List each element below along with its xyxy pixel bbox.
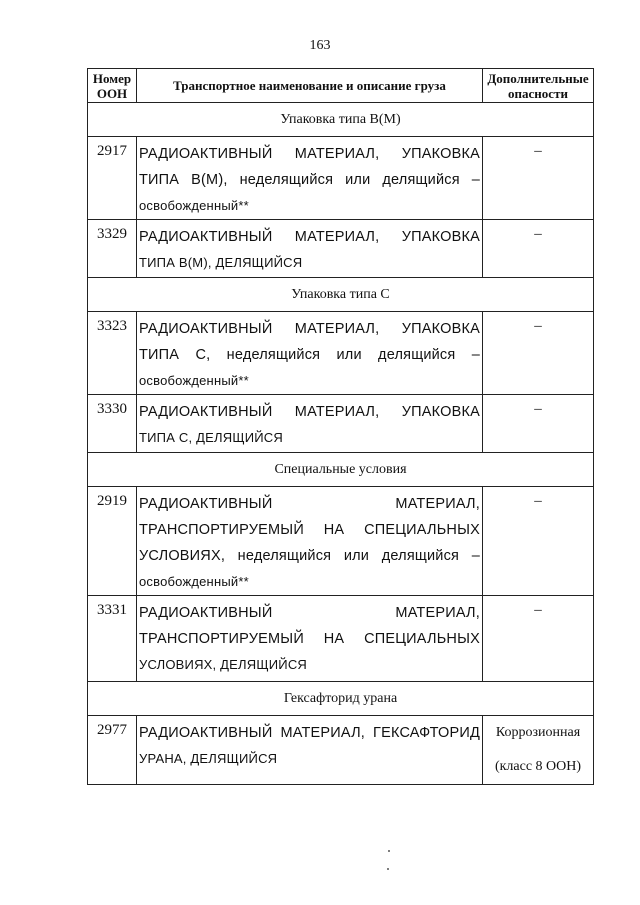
description-line: РАДИОАКТИВНЫЙ МАТЕРИАЛ,: [139, 605, 480, 621]
cargo-description: [137, 312, 483, 395]
header-un-number: Номер ООН: [88, 69, 137, 103]
un-number: 2917: [88, 137, 137, 220]
header-description: Транспортное наименование и описание груза: [137, 69, 483, 103]
section-row: [88, 278, 594, 312]
description-line: РАДИОАКТИВНЫЙ МАТЕРИАЛ, УПАКОВКА: [139, 146, 480, 162]
hazard-line: Коррозионная: [495, 725, 581, 740]
description-line: ТИПА C, ДЕЛЯЩИЙСЯ: [139, 430, 283, 445]
section-title: Специальные условия: [88, 453, 594, 487]
un-number: 3331: [88, 596, 137, 682]
table-row: [88, 312, 594, 395]
description-line: ТИПА C, неделящийся или делящийся –: [139, 347, 480, 363]
table-row: [88, 596, 594, 682]
description-line: освобожденный**: [139, 373, 249, 388]
additional-hazard: –: [483, 395, 594, 453]
description-line: РАДИОАКТИВНЫЙ МАТЕРИАЛ, УПАКОВКА: [139, 404, 480, 420]
description-line: УСЛОВИЯХ, неделящийся или делящийся –: [139, 548, 480, 564]
cargo-description: [137, 137, 483, 220]
section-title: Упаковка типа B(M): [88, 103, 594, 137]
table-header-row: [88, 69, 594, 103]
additional-hazard: –: [483, 596, 594, 682]
description-line: УСЛОВИЯХ, ДЕЛЯЩИЙСЯ: [139, 657, 308, 672]
description-line: УРАНА, ДЕЛЯЩИЙСЯ: [139, 751, 278, 766]
description-line: ТИПА B(M), ДЕЛЯЩИЙСЯ: [139, 255, 303, 270]
un-number: 2919: [88, 487, 137, 596]
section-row: [88, 682, 594, 716]
description-line: РАДИОАКТИВНЫЙ МАТЕРИАЛ, УПАКОВКА: [139, 229, 480, 245]
cargo-description: [137, 596, 483, 682]
table-row: [88, 487, 594, 596]
additional-hazard: –: [483, 487, 594, 596]
hazard-line: (класс 8 ООН): [494, 759, 582, 774]
description-line: ТРАНСПОРТИРУЕМЫЙ НА СПЕЦИАЛЬНЫХ: [139, 631, 480, 647]
additional-hazard: –: [483, 220, 594, 278]
section-row: [88, 103, 594, 137]
dangerous-goods-table: [87, 68, 594, 785]
additional-hazard: –: [483, 312, 594, 395]
scan-speck: [388, 850, 390, 852]
un-number: 2977: [88, 716, 137, 785]
section-title: Гексафторид урана: [88, 682, 594, 716]
un-number: 3323: [88, 312, 137, 395]
additional-hazard: –: [483, 137, 594, 220]
description-line: ТИПА B(M), неделящийся или делящийся –: [139, 172, 480, 188]
description-line: РАДИОАКТИВНЫЙ МАТЕРИАЛ, ГЕКСАФТОРИД: [139, 725, 480, 741]
page-number: 163: [309, 38, 331, 53]
table-row: [88, 220, 594, 278]
description-line: освобожденный**: [139, 574, 249, 589]
cargo-description: [137, 716, 483, 785]
description-line: РАДИОАКТИВНЫЙ МАТЕРИАЛ,: [139, 496, 480, 512]
scan-speck: [387, 868, 389, 870]
table-row: [88, 137, 594, 220]
un-number: 3330: [88, 395, 137, 453]
description-line: ТРАНСПОРТИРУЕМЫЙ НА СПЕЦИАЛЬНЫХ: [139, 522, 480, 538]
cargo-description: [137, 487, 483, 596]
cargo-description: [137, 395, 483, 453]
cargo-description: [137, 220, 483, 278]
table-row: [88, 716, 594, 785]
table-row: [88, 395, 594, 453]
section-title: Упаковка типа C: [88, 278, 594, 312]
additional-hazard: [483, 716, 594, 785]
un-number: 3329: [88, 220, 137, 278]
description-line: освобожденный**: [139, 198, 249, 213]
header-additional-hazards: Дополнительные опасности: [483, 69, 594, 103]
section-row: [88, 453, 594, 487]
description-line: РАДИОАКТИВНЫЙ МАТЕРИАЛ, УПАКОВКА: [139, 321, 480, 337]
